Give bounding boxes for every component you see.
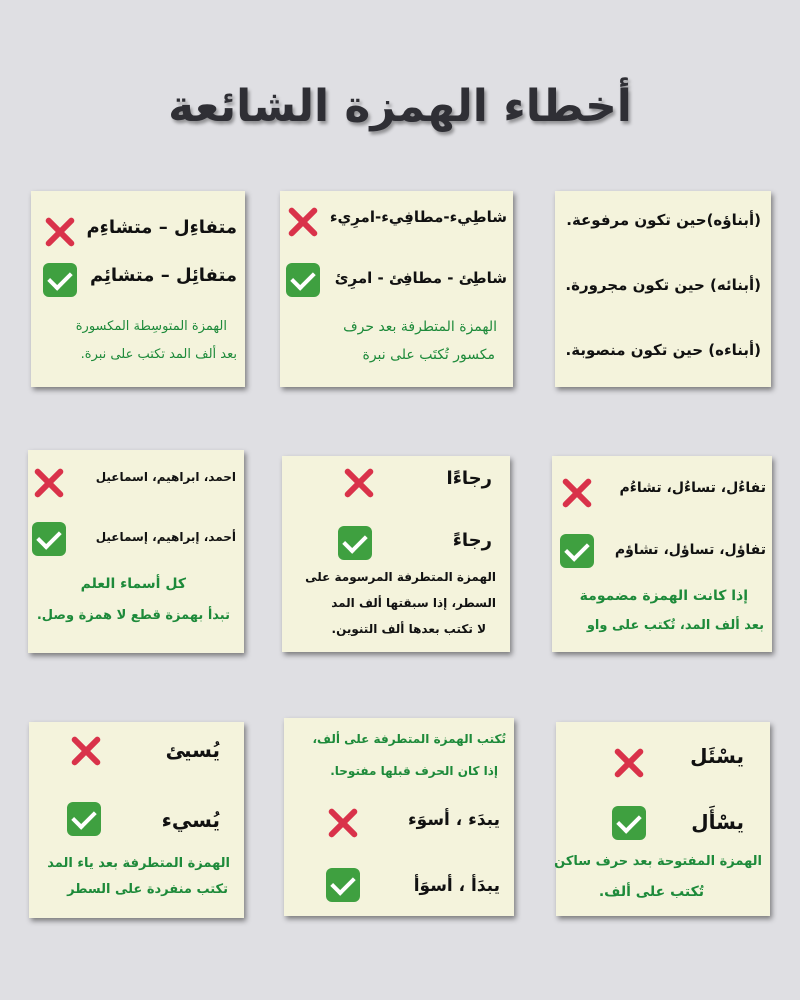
- wrong-x-icon: [69, 734, 103, 768]
- card-shati: [280, 191, 513, 387]
- card-rajaa: [282, 456, 510, 652]
- card-line-majroura: (أبنائه) حين تكون مجرورة.: [565, 276, 761, 294]
- right-example: متفائِل – متشائِم: [89, 265, 237, 286]
- card-yabdaa: [284, 718, 514, 916]
- rule-text-line1: إذا كانت الهمزة مضمومة: [579, 588, 748, 604]
- wrong-x-icon: [560, 476, 594, 510]
- correct-check-icon: [286, 263, 320, 297]
- rule-text-line2: تكتب منفردة على السطر: [67, 882, 228, 897]
- card-tafaul: [552, 456, 772, 652]
- rule-text-line2: السطر، إذا سبقتها ألف المد: [331, 596, 496, 610]
- wrong-example: احمد، ابراهيم، اسماعيل: [95, 470, 236, 484]
- wrong-x-icon: [342, 466, 376, 500]
- correct-check-icon: [560, 534, 594, 568]
- rule-text-line2: تبدأ بهمزة قطع لا همزة وصل.: [36, 608, 230, 623]
- correct-check-icon: [326, 868, 360, 902]
- rule-text-line1: الهمزة المفتوحة بعد حرف ساكن: [554, 854, 762, 869]
- rule-text-line2: مكسور تُكتَب على نبرة: [362, 347, 495, 363]
- rule-text-line3: لا تكتب بعدها ألف التنوين.: [331, 622, 486, 636]
- wrong-example: شاطِيء-مطافِيء-امرِيء: [329, 208, 507, 226]
- right-example: يُسيء: [161, 808, 220, 832]
- right-example: تفاؤل، تساؤل، تشاؤم: [614, 542, 766, 558]
- wrong-x-icon: [286, 205, 320, 239]
- wrong-example: تفاءُل، تساءُل، تشاءُم: [619, 480, 766, 496]
- card-line-mansouba: (أبناءه) حين تكون منصوبة.: [565, 341, 761, 359]
- card-mutafail: [31, 191, 245, 387]
- wrong-example: متفاءِل – متشاءِم: [86, 217, 237, 238]
- rule-text-line2: تُكتب على ألف.: [598, 884, 704, 900]
- correct-check-icon: [612, 806, 646, 840]
- correct-check-icon: [43, 263, 77, 297]
- card-abnaa: [555, 191, 771, 387]
- rule-text-line1: تُكتب الهمزة المتطرفة على ألف،: [312, 732, 506, 746]
- wrong-x-icon: [32, 466, 66, 500]
- page-title: أخطاء الهمزة الشائعة: [168, 81, 632, 132]
- wrong-x-icon: [326, 806, 360, 840]
- correct-check-icon: [338, 526, 372, 560]
- wrong-x-icon: [43, 215, 77, 249]
- wrong-example: يبدَء ، أسوَء: [407, 810, 500, 830]
- card-yasal: [556, 722, 770, 916]
- rule-text-line1: الهمزة المتطرفة بعد ياء المد: [47, 856, 230, 871]
- rule-text-line2: بعد ألف المد، تُكتب على واو: [586, 618, 764, 633]
- wrong-example: يُسيئ: [165, 738, 220, 762]
- rule-text-line1: الهمزة المتطرفة بعد حرف: [343, 319, 497, 335]
- wrong-example: يسْئَل: [690, 744, 744, 768]
- wrong-x-icon: [612, 746, 646, 780]
- right-example: رجاءً: [452, 530, 492, 551]
- card-proper-names: [28, 450, 244, 653]
- rule-text-line1: كل أسماء العلم: [80, 576, 186, 592]
- right-example: يسْأَل: [691, 810, 744, 834]
- right-example: شاطِئ - مطافِئ - امرِئ: [334, 269, 507, 287]
- rule-text-line2: إذا كان الحرف قبلها مفتوحا.: [330, 764, 498, 778]
- rule-text-line1: الهمزة المتطرفة المرسومة على: [305, 570, 496, 584]
- correct-check-icon: [67, 802, 101, 836]
- rule-text-line2: بعد ألف المد تكتب على نبرة.: [80, 347, 237, 362]
- wrong-example: رجاءًا: [446, 468, 492, 489]
- card-line-marfoua: (أبناؤه)حين تكون مرفوعة.: [566, 211, 761, 229]
- correct-check-icon: [32, 522, 66, 556]
- right-example: يبدَأ ، أسوَأ: [413, 876, 500, 896]
- right-example: أحمد، إبراهيم، إسماعيل: [95, 530, 236, 544]
- rule-text-line1: الهمزة المتوسِطة المكسورة: [75, 319, 227, 334]
- card-yusi: [29, 722, 244, 918]
